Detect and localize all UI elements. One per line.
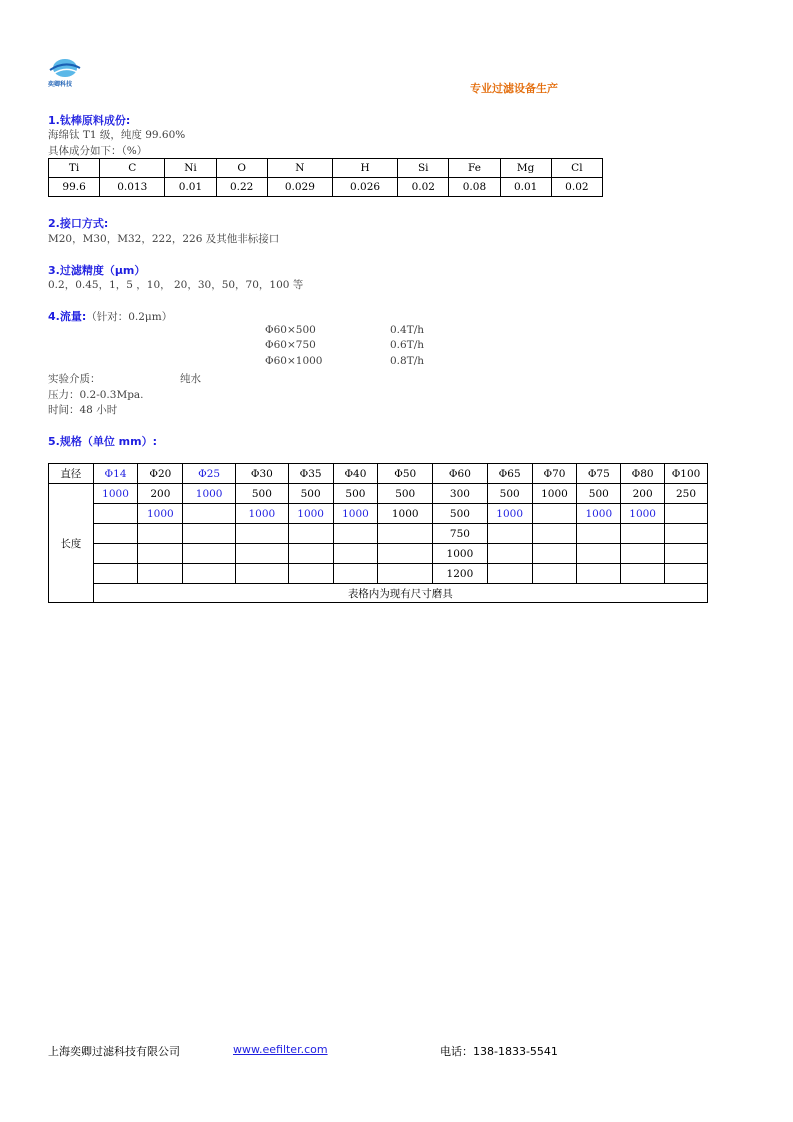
length-cell: 500: [236, 484, 289, 504]
length-cell: 200: [621, 484, 665, 504]
composition-table: [48, 158, 603, 197]
element-header: C: [100, 159, 165, 178]
diameter-cell: Φ35: [288, 464, 333, 484]
element-value: 0.01: [165, 178, 216, 197]
length-cell: 1000: [532, 484, 577, 504]
length-cell: [532, 544, 577, 564]
note-row: [49, 584, 708, 603]
footer-phone: 电话：138-1833-5541: [440, 1045, 558, 1058]
flow-size: Φ60×1000: [265, 355, 323, 367]
length-cell: 1000: [333, 504, 378, 524]
length-cell: [333, 544, 378, 564]
diameter-cell: Φ65: [487, 464, 532, 484]
length-cell: [93, 544, 138, 564]
medium-value: 纯水: [180, 373, 201, 385]
length-cell: [93, 564, 138, 584]
length-cell: 1000: [487, 504, 532, 524]
flow-rate: 0.4T/h: [390, 324, 425, 336]
length-cell: [577, 564, 621, 584]
length-cell: 1200: [433, 564, 488, 584]
length-cell: 500: [378, 484, 433, 504]
length-cell: 300: [433, 484, 488, 504]
element-value: 0.01: [500, 178, 551, 197]
element-header: Fe: [449, 159, 500, 178]
length-cell: [378, 524, 433, 544]
diameter-cell: Φ50: [378, 464, 433, 484]
element-value: 0.02: [398, 178, 449, 197]
diameter-cell: Φ30: [236, 464, 289, 484]
length-row: [49, 504, 708, 524]
length-cell: [621, 544, 665, 564]
length-cell: 1000: [93, 484, 138, 504]
element-header: Si: [398, 159, 449, 178]
length-cell: [487, 524, 532, 544]
length-cell: 1000: [288, 504, 333, 524]
length-cell: 1000: [138, 504, 183, 524]
duration-text: 时间：48 小时: [48, 404, 118, 416]
section2-title: 2.接口方式:: [48, 217, 109, 230]
medium-label: 实验介质：: [48, 373, 101, 385]
flow-size: Φ60×500: [265, 324, 316, 336]
length-cell: 1000: [378, 504, 433, 524]
tagline: 专业过滤设备生产: [470, 82, 558, 95]
footer-website-link[interactable]: www.eefilter.com: [233, 1043, 328, 1056]
length-cell: 500: [487, 484, 532, 504]
spec-table: [48, 463, 708, 603]
section4-title: [48, 308, 172, 324]
length-cell: 500: [288, 484, 333, 504]
section4-note: （针对：0.2μm）: [86, 311, 173, 323]
length-cell: [487, 544, 532, 564]
length-cell: [138, 564, 183, 584]
length-cell: [487, 564, 532, 584]
length-cell: [621, 524, 665, 544]
element-header: N: [267, 159, 332, 178]
element-value: 0.02: [551, 178, 602, 197]
length-cell: [183, 504, 236, 524]
composition-value-row: [49, 178, 603, 197]
length-cell: 750: [433, 524, 488, 544]
length-cell: [236, 564, 289, 584]
diameter-row: [49, 464, 708, 484]
length-cell: [577, 524, 621, 544]
element-header: Mg: [500, 159, 551, 178]
diameter-cell: Φ100: [665, 464, 708, 484]
diameter-cell: Φ75: [577, 464, 621, 484]
length-cell: [138, 524, 183, 544]
length-cell: [333, 564, 378, 584]
section1-title: 1.钛棒原料成份:: [48, 114, 131, 127]
footer-company: 上海奕卿过滤科技有限公司: [48, 1045, 180, 1058]
length-cell: [288, 544, 333, 564]
element-value: 0.08: [449, 178, 500, 197]
length-cell: 500: [433, 504, 488, 524]
length-cell: 1000: [433, 544, 488, 564]
diameter-cell: Φ80: [621, 464, 665, 484]
length-cell: [665, 544, 708, 564]
length-cell: [183, 544, 236, 564]
length-cell: [236, 524, 289, 544]
length-cell: [378, 544, 433, 564]
section5-title: 5.规格（单位 mm）:: [48, 435, 157, 448]
length-cell: [532, 564, 577, 584]
diameter-cell: Φ14: [93, 464, 138, 484]
section1-composition-label: 具体成分如下：（%）: [48, 145, 148, 157]
diameter-cell: Φ70: [532, 464, 577, 484]
section1-purity: 海绵钛 T1 级，纯度 99.60%: [48, 129, 186, 141]
length-cell: 500: [577, 484, 621, 504]
diameter-cell: Φ20: [138, 464, 183, 484]
element-value: 0.029: [267, 178, 332, 197]
diameter-label: 直径: [49, 464, 94, 484]
element-value: 0.22: [216, 178, 267, 197]
length-cell: [333, 524, 378, 544]
length-cell: 250: [665, 484, 708, 504]
diameter-cell: Φ60: [433, 464, 488, 484]
table-note: 表格内为现有尺寸磨具: [93, 584, 707, 603]
flow-rate: 0.8T/h: [390, 355, 425, 367]
length-cell: [138, 544, 183, 564]
logo-text: 奕卿科技: [48, 81, 73, 88]
length-cell: [665, 524, 708, 544]
length-cell: 1000: [183, 484, 236, 504]
length-cell: [621, 564, 665, 584]
length-cell: 200: [138, 484, 183, 504]
element-value: 0.026: [332, 178, 397, 197]
section2-text: M20，M30，M32，222，226 及其他非标接口: [48, 233, 280, 245]
length-cell: [532, 524, 577, 544]
element-value: 99.6: [49, 178, 100, 197]
length-cell: [577, 544, 621, 564]
length-cell: [236, 544, 289, 564]
length-label: 长度: [49, 484, 94, 603]
length-row: [49, 544, 708, 564]
length-cell: [532, 504, 577, 524]
element-header: H: [332, 159, 397, 178]
composition-header-row: [49, 159, 603, 178]
length-row: [49, 484, 708, 504]
length-cell: 1000: [577, 504, 621, 524]
diameter-cell: Φ25: [183, 464, 236, 484]
length-cell: [288, 564, 333, 584]
flow-rate: 0.6T/h: [390, 339, 425, 351]
element-header: Cl: [551, 159, 602, 178]
length-cell: [288, 524, 333, 544]
length-cell: [665, 564, 708, 584]
length-cell: [665, 504, 708, 524]
diameter-cell: Φ40: [333, 464, 378, 484]
flow-size: Φ60×750: [265, 339, 316, 351]
length-cell: 1000: [621, 504, 665, 524]
element-value: 0.013: [100, 178, 165, 197]
length-row: [49, 524, 708, 544]
length-cell: [183, 524, 236, 544]
length-cell: [93, 504, 138, 524]
length-cell: [378, 564, 433, 584]
element-header: Ni: [165, 159, 216, 178]
length-cell: 500: [333, 484, 378, 504]
length-row: [49, 564, 708, 584]
section4-title-text: 4.流量:: [48, 310, 87, 323]
length-cell: [183, 564, 236, 584]
element-header: O: [216, 159, 267, 178]
length-cell: [93, 524, 138, 544]
section3-text: 0.2，0.45，1，5 ，10， 20，30，50，70，100 等: [48, 279, 304, 291]
section3-title: 3.过滤精度（μm）: [48, 264, 146, 277]
pressure-text: 压力：0.2-0.3Mpa.: [48, 389, 144, 401]
length-cell: 1000: [236, 504, 289, 524]
element-header: Ti: [49, 159, 100, 178]
